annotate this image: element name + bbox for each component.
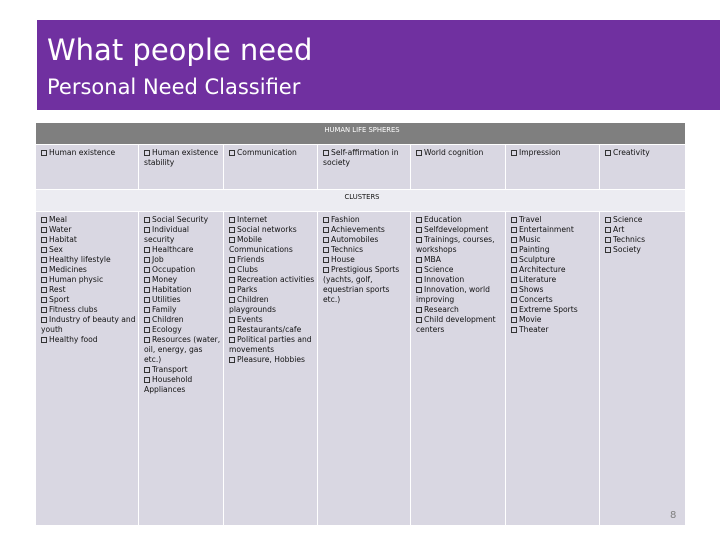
checkbox-icon — [416, 150, 422, 156]
cluster-item-text: Education — [424, 215, 462, 224]
checkbox-icon — [416, 317, 422, 323]
spheres-row — [36, 145, 686, 190]
checkbox-icon — [511, 217, 517, 223]
checkbox-icon — [605, 227, 611, 233]
checkbox-icon — [41, 287, 47, 293]
cluster-item — [144, 275, 221, 285]
sphere-label — [605, 148, 683, 158]
checkbox-icon — [323, 217, 329, 223]
checkbox-icon — [511, 287, 517, 293]
cluster-item-text: Parks — [237, 285, 258, 294]
cluster-item-text: Recreation activities — [237, 275, 315, 284]
cluster-item — [229, 215, 315, 225]
checkbox-icon — [323, 257, 329, 263]
checkbox-icon — [229, 277, 235, 283]
cluster-item — [144, 335, 221, 365]
cluster-item-text: Occupation — [152, 265, 196, 274]
cluster-item-text: Concerts — [519, 295, 553, 304]
cluster-item-text: Painting — [519, 245, 550, 254]
checkbox-icon — [144, 277, 150, 283]
cluster-item — [229, 325, 315, 335]
checkbox-icon — [605, 247, 611, 253]
sphere-cell — [224, 145, 318, 190]
checkbox-icon — [229, 237, 235, 243]
cluster-item — [229, 225, 315, 235]
cluster-item-text: Healthcare — [152, 245, 194, 254]
cluster-item — [511, 285, 597, 295]
cluster-item-text: Prestigious Sports (yachts, golf, equestrian sports etc.) — [323, 265, 400, 304]
checkbox-icon — [605, 150, 611, 156]
cluster-item-text: Society — [613, 245, 641, 254]
sphere-cell — [36, 145, 139, 190]
cluster-item-text: Industry of beauty and youth — [41, 315, 136, 334]
checkbox-icon — [144, 307, 150, 313]
cluster-item-text: Sculpture — [519, 255, 556, 264]
cluster-item-text: Resources (water, oil, energy, gas etc.) — [144, 335, 221, 364]
cluster-item-text: Healthy food — [49, 335, 98, 344]
checkbox-icon — [229, 357, 235, 363]
cluster-item-text: Travel — [519, 215, 542, 224]
cluster-item-text: Meal — [49, 215, 67, 224]
cluster-item — [416, 285, 503, 305]
cluster-item — [605, 215, 683, 225]
cluster-item-text: Architecture — [519, 265, 566, 274]
cluster-item-text: Individual security — [144, 225, 189, 244]
checkbox-icon — [41, 337, 47, 343]
checkbox-icon — [511, 317, 517, 323]
cluster-cell — [36, 212, 139, 526]
cluster-cell — [506, 212, 600, 526]
checkbox-icon — [41, 227, 47, 233]
checkbox-icon — [144, 327, 150, 333]
cluster-cell — [318, 212, 411, 526]
cluster-item-text: Social networks — [237, 225, 297, 234]
cluster-item — [144, 325, 221, 335]
cluster-item — [511, 235, 597, 245]
cluster-item — [229, 315, 315, 325]
checkbox-icon — [144, 337, 150, 343]
cluster-item — [144, 285, 221, 295]
cluster-item — [511, 225, 597, 235]
cluster-item — [511, 315, 597, 325]
cluster-item — [323, 265, 408, 305]
cluster-item-text: Entertainment — [519, 225, 574, 234]
cluster-item-text: House — [331, 255, 355, 264]
checkbox-icon — [323, 227, 329, 233]
sphere-label — [144, 148, 221, 168]
cluster-item-text: Human physic — [49, 275, 104, 284]
cluster-item-text: Innovation — [424, 275, 465, 284]
checkbox-icon — [511, 257, 517, 263]
cluster-item — [144, 295, 221, 305]
sphere-text: Communication — [237, 148, 297, 157]
cluster-item — [605, 245, 683, 255]
cluster-item — [511, 305, 597, 315]
cluster-item — [416, 305, 503, 315]
cluster-item — [41, 315, 136, 335]
sphere-text: Human existence — [49, 148, 116, 157]
checkbox-icon — [416, 217, 422, 223]
cluster-item-text: Internet — [237, 215, 268, 224]
cluster-item-text: Literature — [519, 275, 557, 284]
checkbox-icon — [511, 277, 517, 283]
cluster-item-text: Movie — [519, 315, 542, 324]
checkbox-icon — [41, 307, 47, 313]
sphere-label — [416, 148, 503, 158]
checkbox-icon — [41, 237, 47, 243]
checkbox-icon — [323, 237, 329, 243]
checkbox-icon — [144, 267, 150, 273]
cluster-item-text: MBA — [424, 255, 441, 264]
cluster-item-text: Transport — [152, 365, 188, 374]
cluster-item-text: Innovation, world improving — [416, 285, 490, 304]
cluster-item — [229, 285, 315, 295]
cluster-item — [229, 275, 315, 285]
cluster-item-text: Children playgrounds — [229, 295, 276, 314]
cluster-cell — [600, 212, 686, 526]
cluster-item-text: Fashion — [331, 215, 360, 224]
checkbox-icon — [416, 267, 422, 273]
sphere-text: Human existence stability — [144, 148, 219, 167]
checkbox-icon — [144, 217, 150, 223]
cluster-item — [41, 305, 136, 315]
cluster-item — [144, 315, 221, 325]
cluster-item-text: Social Security — [152, 215, 209, 224]
cluster-item-text: Technics — [331, 245, 364, 254]
checkbox-icon — [416, 257, 422, 263]
sphere-label — [511, 148, 597, 158]
cluster-item — [41, 295, 136, 305]
cluster-item — [323, 235, 408, 245]
cluster-item — [323, 255, 408, 265]
cluster-item — [511, 265, 597, 275]
sphere-text: Creativity — [613, 148, 650, 157]
sphere-cell — [600, 145, 686, 190]
cluster-item-text: Selfdevelopment — [424, 225, 489, 234]
sphere-text: Self-affirmation in society — [323, 148, 399, 167]
clusters-header: CLUSTERS — [36, 190, 686, 212]
checkbox-icon — [229, 257, 235, 263]
cluster-item-text: Habitat — [49, 235, 77, 244]
cluster-item — [605, 225, 683, 235]
need-classifier-table — [35, 122, 686, 526]
cluster-item-text: Events — [237, 315, 263, 324]
cluster-item — [144, 245, 221, 255]
page-number: 8 — [670, 510, 677, 521]
cluster-item — [323, 225, 408, 235]
cluster-item — [144, 375, 221, 395]
cluster-item-text: Sex — [49, 245, 63, 254]
checkbox-icon — [511, 327, 517, 333]
checkbox-icon — [229, 317, 235, 323]
cluster-item-text: Money — [152, 275, 178, 284]
cluster-item-text: Family — [152, 305, 177, 314]
checkbox-icon — [511, 267, 517, 273]
sphere-cell — [411, 145, 506, 190]
checkbox-icon — [229, 150, 235, 156]
clusters-row — [36, 212, 686, 526]
checkbox-icon — [41, 267, 47, 273]
cluster-item — [41, 235, 136, 245]
checkbox-icon — [41, 150, 47, 156]
cluster-item-text: Children — [152, 315, 184, 324]
cluster-item — [511, 295, 597, 305]
sphere-label — [323, 148, 408, 168]
checkbox-icon — [416, 277, 422, 283]
checkbox-icon — [144, 257, 150, 263]
checkbox-icon — [229, 267, 235, 273]
checkbox-icon — [323, 247, 329, 253]
cluster-item — [416, 255, 503, 265]
cluster-item — [229, 235, 315, 255]
cluster-item — [511, 275, 597, 285]
checkbox-icon — [41, 317, 47, 323]
checkbox-icon — [144, 297, 150, 303]
cluster-item-text: Music — [519, 235, 541, 244]
cluster-cell — [139, 212, 224, 526]
checkbox-icon — [229, 327, 235, 333]
checkbox-icon — [144, 287, 150, 293]
cluster-item-text: Restaurants/cafe — [237, 325, 302, 334]
cluster-item-text: Job — [152, 255, 164, 264]
cluster-item-text: Child development centers — [416, 315, 496, 334]
life-spheres-header: HUMAN LIFE SPHERES — [36, 123, 686, 145]
checkbox-icon — [605, 237, 611, 243]
checkbox-icon — [416, 287, 422, 293]
cluster-item-text: Clubs — [237, 265, 259, 274]
cluster-item-text: Achievements — [331, 225, 385, 234]
checkbox-icon — [144, 377, 150, 383]
cluster-item — [511, 255, 597, 265]
cluster-item — [144, 225, 221, 245]
checkbox-icon — [144, 247, 150, 253]
cluster-item — [144, 305, 221, 315]
cluster-item — [41, 255, 136, 265]
cluster-item-text: Political parties and movements — [229, 335, 312, 354]
checkbox-icon — [144, 317, 150, 323]
cluster-item — [229, 335, 315, 355]
cluster-item — [416, 315, 503, 335]
checkbox-icon — [229, 227, 235, 233]
cluster-item — [416, 265, 503, 275]
checkbox-icon — [41, 277, 47, 283]
cluster-item — [41, 285, 136, 295]
cluster-item-text: Fitness clubs — [49, 305, 98, 314]
checkbox-icon — [229, 287, 235, 293]
cluster-item — [144, 365, 221, 375]
checkbox-icon — [323, 150, 329, 156]
clusters-header-row — [36, 190, 686, 212]
title-bar — [37, 20, 720, 110]
checkbox-icon — [229, 217, 235, 223]
cluster-item-text: Healthy lifestyle — [49, 255, 111, 264]
cluster-item-text: Theater — [519, 325, 549, 334]
cluster-item-text: Art — [613, 225, 625, 234]
checkbox-icon — [511, 237, 517, 243]
cluster-item — [144, 255, 221, 265]
cluster-item-text: Rest — [49, 285, 66, 294]
cluster-item-text: Water — [49, 225, 72, 234]
cluster-item-text: Research — [424, 305, 459, 314]
cluster-item-text: Technics — [613, 235, 646, 244]
cluster-item — [229, 255, 315, 265]
checkbox-icon — [511, 227, 517, 233]
checkbox-icon — [511, 297, 517, 303]
cluster-item-text: Extreme Sports — [519, 305, 578, 314]
checkbox-icon — [511, 247, 517, 253]
cluster-item — [229, 295, 315, 315]
cluster-item — [416, 235, 503, 255]
sphere-label — [41, 148, 136, 158]
checkbox-icon — [511, 150, 517, 156]
cluster-item-text: Automobiles — [331, 235, 379, 244]
cluster-item — [323, 215, 408, 225]
checkbox-icon — [416, 237, 422, 243]
checkbox-icon — [41, 257, 47, 263]
checkbox-icon — [41, 247, 47, 253]
cluster-item — [144, 215, 221, 225]
checkbox-icon — [229, 297, 235, 303]
cluster-item — [511, 245, 597, 255]
cluster-item-text: Friends — [237, 255, 265, 264]
slide-title: What people need — [47, 33, 313, 67]
cluster-item-text: Mobile Communications — [229, 235, 293, 254]
cluster-item-text: Household Appliances — [144, 375, 193, 394]
cluster-item — [144, 265, 221, 275]
cluster-item — [416, 215, 503, 225]
cluster-item — [41, 275, 136, 285]
checkbox-icon — [229, 337, 235, 343]
checkbox-icon — [416, 307, 422, 313]
cluster-item — [511, 215, 597, 225]
cluster-cell — [411, 212, 506, 526]
cluster-item — [41, 215, 136, 225]
cluster-item-text: Pleasure, Hobbies — [237, 355, 305, 364]
checkbox-icon — [144, 227, 150, 233]
cluster-item — [41, 245, 136, 255]
checkbox-icon — [41, 217, 47, 223]
cluster-item-text: Utilities — [152, 295, 181, 304]
cluster-item — [605, 235, 683, 245]
cluster-item-text: Science — [424, 265, 454, 274]
sphere-cell — [506, 145, 600, 190]
checkbox-icon — [605, 217, 611, 223]
checkbox-icon — [511, 307, 517, 313]
checkbox-icon — [144, 367, 150, 373]
cluster-item-text: Shows — [519, 285, 544, 294]
checkbox-icon — [41, 297, 47, 303]
cluster-item — [41, 225, 136, 235]
checkbox-icon — [144, 150, 150, 156]
sphere-label — [229, 148, 315, 158]
slide-subtitle: Personal Need Classifier — [47, 75, 301, 99]
cluster-item — [416, 225, 503, 235]
checkbox-icon — [323, 267, 329, 273]
sphere-text: World cognition — [424, 148, 484, 157]
cluster-item-text: Medicines — [49, 265, 87, 274]
checkbox-icon — [416, 227, 422, 233]
cluster-item — [229, 265, 315, 275]
cluster-item-text: Sport — [49, 295, 70, 304]
cluster-item — [416, 275, 503, 285]
cluster-item — [511, 325, 597, 335]
sphere-cell — [139, 145, 224, 190]
cluster-item-text: Science — [613, 215, 643, 224]
cluster-item — [41, 335, 136, 345]
cluster-item-text: Ecology — [152, 325, 182, 334]
cluster-cell — [224, 212, 318, 526]
sphere-cell — [318, 145, 411, 190]
cluster-item — [41, 265, 136, 275]
cluster-item-text: Trainings, courses, workshops — [416, 235, 495, 254]
cluster-item — [229, 355, 315, 365]
life-spheres-header-row — [36, 123, 686, 145]
cluster-item-text: Habitation — [152, 285, 192, 294]
sphere-text: Impression — [519, 148, 561, 157]
cluster-item — [323, 245, 408, 255]
